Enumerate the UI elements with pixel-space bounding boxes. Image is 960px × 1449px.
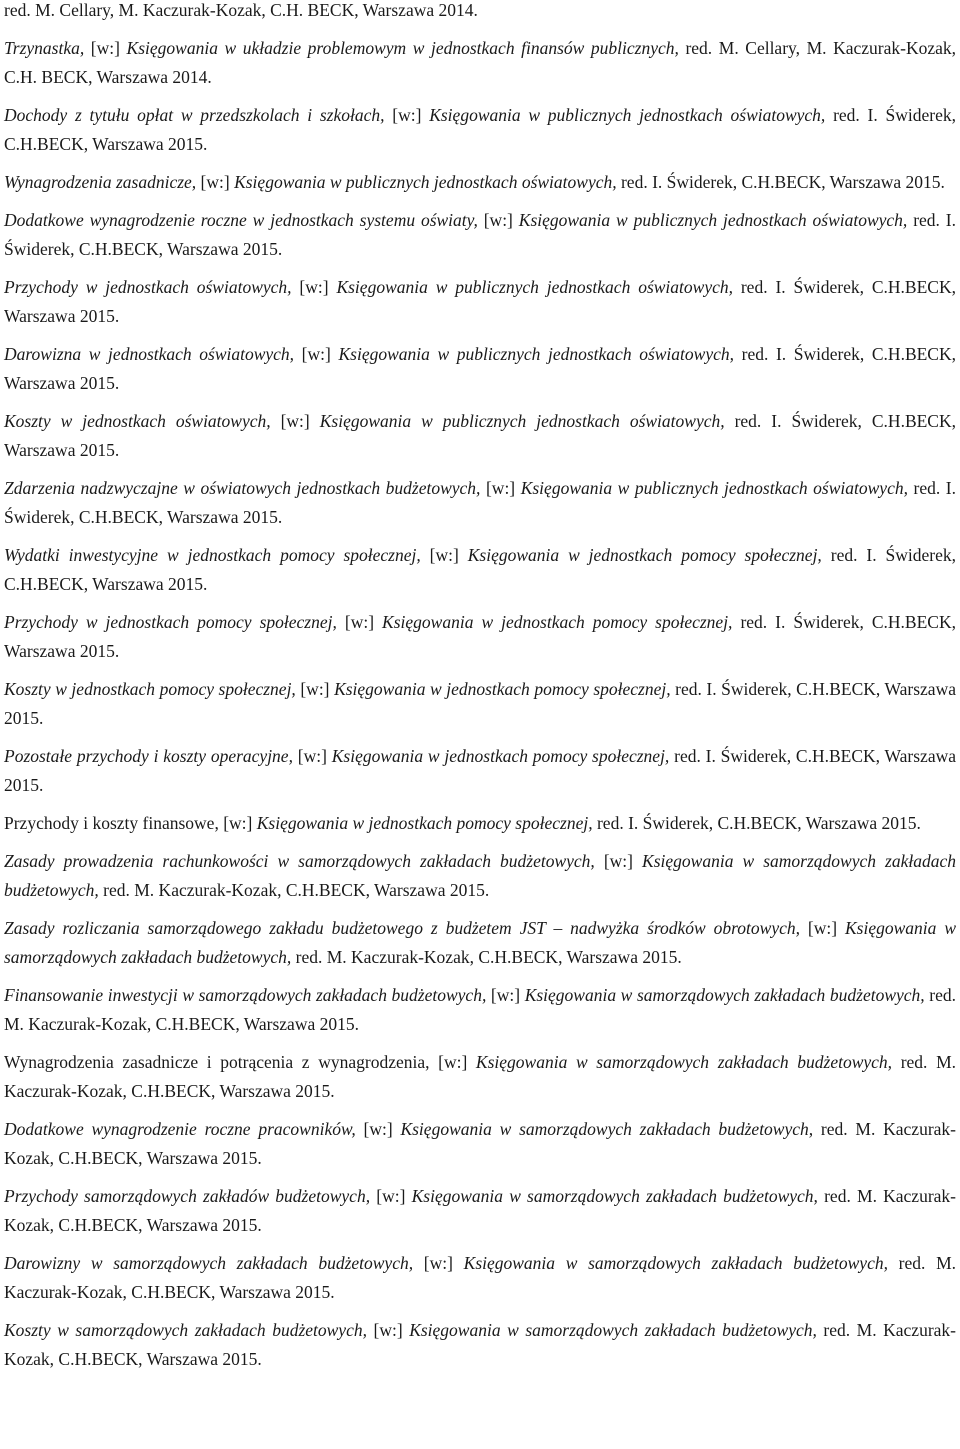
entry-in-marker: [w:] (292, 746, 332, 766)
entry-publication-info: red. I. Świderek, C.H.BECK, Warszawa 2015. (616, 172, 945, 192)
entry-title: Trzynastka, (4, 38, 85, 58)
entry-in-marker: [w:] (370, 1186, 412, 1206)
entry-book-title: Księgowania w publicznych jednostkach oświatowych, (319, 411, 725, 431)
entry-in-marker: [w:] (413, 1253, 464, 1273)
entry-in-marker: [w:] (477, 210, 519, 230)
bibliography-entry (4, 1182, 956, 1240)
entry-publication-info: red. I. Świderek, C.H.BECK, Warszawa 2015. (4, 344, 956, 393)
bibliography-entry (4, 34, 956, 92)
entry-book-title: Księgowania w publicznych jednostkach oświatowych, (518, 210, 908, 230)
entry-title: Koszty w jednostkach pomocy społecznej, (4, 679, 296, 699)
bibliography-entry (4, 1249, 956, 1307)
entry-publication-info: red. M. Kaczurak-Kozak, C.H.BECK, Warszawa 2015. (4, 1253, 957, 1302)
bibliography-entry (4, 407, 956, 465)
bibliography-entry (4, 206, 956, 264)
entry-book-title: Księgowania w samorządowych zakładach budżetowych, (463, 1253, 888, 1273)
entry-in-marker: [w:] (336, 612, 383, 632)
bibliography-entry (4, 1048, 956, 1106)
entry-title: Finansowanie inwestycji w samorządowych zakładach budżetowych, (4, 985, 487, 1005)
entry-publication-info: red. I. Świderek, C.H.BECK, Warszawa 2015. (4, 545, 956, 594)
bibliography-entry (4, 742, 956, 800)
bibliography-list (4, 34, 956, 1374)
entry-book-title: Księgowania w samorządowych zakładach budżetowych, (411, 1186, 818, 1206)
entry-title: Koszty w samorządowych zakładach budżetowych, (4, 1320, 367, 1340)
bibliography-entry (4, 809, 956, 838)
entry-book-title: Księgowania w samorządowych zakładach budżetowych, (4, 918, 956, 967)
entry-in-marker: [w:] (270, 411, 320, 431)
entry-book-title: Księgowania w jednostkach pomocy społecznej, (334, 679, 671, 699)
entry-in-marker: [w:] (291, 277, 337, 297)
bibliography-entry (4, 273, 956, 331)
entry-title: Pozostałe przychody i koszty operacyjne, (4, 746, 293, 766)
continuation-line: red. M. Cellary, M. Kaczurak-Kozak, C.H. BECK, Warszawa 2014. (4, 0, 478, 20)
entry-book-title: Księgowania w samorządowych zakładach budżetowych, (524, 985, 925, 1005)
entry-title: Wydatki inwestycyjne w jednostkach pomocy społecznej, (4, 545, 421, 565)
entry-in-marker: [w:] (384, 105, 430, 125)
entry-title: Wynagrodzenia zasadnicze i potrącenia z wynagrodzenia, (4, 1052, 430, 1072)
entry-book-title: Księgowania w jednostkach pomocy społecznej, (382, 612, 733, 632)
entry-book-title: Księgowania w samorządowych zakładach budżetowych, (400, 1119, 814, 1139)
entry-in-marker: [w:] (84, 38, 127, 58)
entry-title: Dodatkowe wynagrodzenie roczne pracowników, (4, 1119, 356, 1139)
bibliography-entry (4, 168, 956, 197)
entry-in-marker: [w:] (594, 851, 643, 871)
entry-publication-info: red. M. Kaczurak-Kozak, C.H.BECK, Warszawa 2015. (4, 1320, 956, 1369)
entry-publication-info: red. M. Kaczurak-Kozak, C.H.BECK, Warszawa 2015. (98, 880, 490, 900)
entry-publication-info: red. M. Kaczurak-Kozak, C.H.BECK, Warszawa 2015. (291, 947, 682, 967)
entry-in-marker: [w:] (800, 918, 845, 938)
entry-book-title: Księgowania w jednostkach pomocy społecznej, (256, 813, 593, 833)
entry-title: Darowizna w jednostkach oświatowych, (4, 344, 295, 364)
bibliography-entry (4, 1115, 956, 1173)
entry-book-title: Księgowania w samorządowych zakładach budżetowych, (4, 851, 957, 900)
entry-publication-info: red. I. Świderek, C.H.BECK, Warszawa 2015. (4, 210, 956, 259)
entry-title: Przychody samorządowych zakładów budżetowych, (4, 1186, 371, 1206)
entry-publication-info: red. I. Świderek, C.H.BECK, Warszawa 2015. (4, 746, 956, 795)
entry-title: Przychody w jednostkach pomocy społecznej, (4, 612, 337, 632)
entry-publication-info: red. I. Świderek, C.H.BECK, Warszawa 2015. (592, 813, 921, 833)
entry-publication-info: red. I. Świderek, C.H.BECK, Warszawa 2015. (4, 105, 956, 154)
entry-book-title: Księgowania w publicznych jednostkach oświatowych, (234, 172, 617, 192)
entry-publication-info: red. I. Świderek, C.H.BECK, Warszawa 2015. (4, 612, 956, 661)
entry-title: Zdarzenia nadzwyczajne w oświatowych jednostkach budżetowych, (4, 478, 481, 498)
bibliography-entry (4, 675, 956, 733)
bibliography-entry (4, 340, 956, 398)
bibliography-entry (4, 847, 956, 905)
entry-title: Darowizny w samorządowych zakładach budżetowych, (4, 1253, 414, 1273)
entry-publication-info: red. M. Kaczurak-Kozak, C.H.BECK, Warszawa 2015. (4, 1052, 956, 1101)
entry-book-title: Księgowania w samorządowych zakładach budżetowych, (409, 1320, 817, 1340)
entry-in-marker: [w:] (429, 1052, 476, 1072)
bibliography-entry (4, 981, 956, 1039)
entry-in-marker: [w:] (218, 813, 257, 833)
entry-publication-info: red. M. Cellary, M. Kaczurak-Kozak, C.H. BECK, Warszawa 2014. (4, 38, 957, 87)
entry-book-title: Księgowania w samorządowych zakładach budżetowych, (475, 1052, 893, 1072)
bibliography-entry (4, 608, 956, 666)
entry-publication-info: red. M. Kaczurak-Kozak, C.H.BECK, Warszawa 2015. (4, 985, 956, 1034)
entry-book-title: Księgowania w układzie problemowym w jednostkach finansów publicznych, (126, 38, 679, 58)
entry-in-marker: [w:] (294, 344, 339, 364)
entry-publication-info: red. I. Świderek, C.H.BECK, Warszawa 2015. (4, 411, 956, 460)
entry-book-title: Księgowania w publicznych jednostkach oświatowych, (520, 478, 908, 498)
entry-title: Wynagrodzenia zasadnicze, (4, 172, 197, 192)
entry-title: Przychody w jednostkach oświatowych, (4, 277, 292, 297)
bibliography-entry (4, 541, 956, 599)
entry-title: Przychody i koszty finansowe, (4, 813, 219, 833)
entry-publication-info: red. M. Kaczurak-Kozak, C.H.BECK, Warszawa 2015. (4, 1119, 956, 1168)
entry-in-marker: [w:] (480, 478, 521, 498)
entry-in-marker: [w:] (420, 545, 468, 565)
entry-publication-info: red. M. Kaczurak-Kozak, C.H.BECK, Warszawa 2015. (4, 1186, 956, 1235)
bibliography-entry (4, 1316, 956, 1374)
entry-book-title: Księgowania w publicznych jednostkach oświatowych, (429, 105, 826, 125)
entry-book-title: Księgowania w publicznych jednostkach oświatowych, (338, 344, 734, 364)
bibliography-entry (4, 474, 956, 532)
entry-in-marker: [w:] (355, 1119, 401, 1139)
entry-in-marker: [w:] (196, 172, 235, 192)
entry-title: Dodatkowe wynagrodzenie roczne w jednostkach systemu oświaty, (4, 210, 478, 230)
entry-title: Zasady prowadzenia rachunkowości w samorządowych zakładach budżetowych, (4, 851, 595, 871)
entry-title: Koszty w jednostkach oświatowych, (4, 411, 271, 431)
entry-book-title: Księgowania w jednostkach pomocy społecznej, (467, 545, 822, 565)
entry-in-marker: [w:] (486, 985, 525, 1005)
entry-book-title: Księgowania w publicznych jednostkach oświatowych, (336, 277, 733, 297)
entry-book-title: Księgowania w jednostkach pomocy społecznej, (331, 746, 670, 766)
entry-publication-info: red. I. Świderek, C.H.BECK, Warszawa 2015. (4, 478, 957, 527)
bibliography-entry (4, 914, 956, 972)
entry-title: Zasady rozliczania samorządowego zakładu budżetowego z budżetem JST – nadwyżka środków obrotowych, (4, 918, 800, 938)
entry-publication-info: red. I. Świderek, C.H.BECK, Warszawa 2015. (4, 679, 956, 728)
entry-title: Dochody z tytułu opłat w przedszkolach i szkołach, (4, 105, 385, 125)
entry-publication-info: red. I. Świderek, C.H.BECK, Warszawa 2015. (4, 277, 956, 326)
bibliography-entry (4, 101, 956, 159)
entry-in-marker: [w:] (366, 1320, 410, 1340)
entry-in-marker: [w:] (295, 679, 335, 699)
